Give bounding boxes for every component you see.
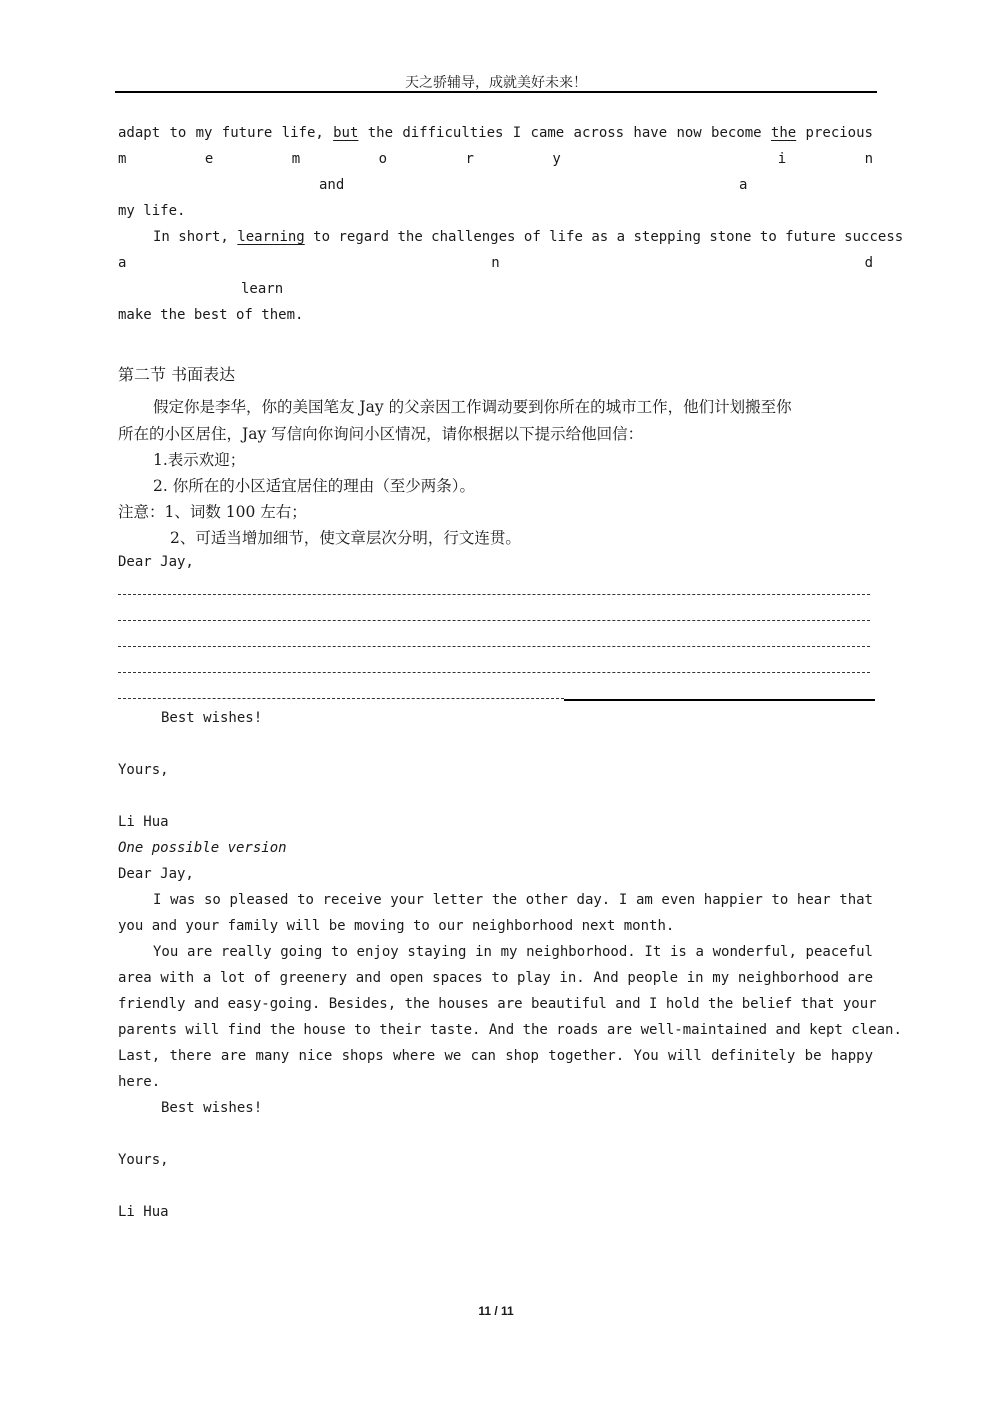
letter: d [864,255,873,271]
letter: r [465,151,474,167]
passage-text: In short, [153,229,229,245]
sample-line: I was so pleased to receive your letter the other day. I am even happier to hear that [153,892,873,908]
prompt-line-1: 假定你是李华，你的美国笔友 Jay 的父亲因工作调动要到你所在的城市工作，他们计划搬至你 [153,398,792,416]
sample-name: Li Hua [118,1204,169,1220]
passage-line-6 [118,255,873,271]
sample-label: One possible version [118,840,287,856]
answer-line [118,594,870,595]
passage-learn: learn [241,281,284,297]
section-title: 第二节 书面表达 [118,365,236,384]
header-rule [115,91,877,93]
template-closing: Best wishes! [161,710,263,726]
sample-signoff: Yours, [118,1152,169,1168]
answer-line [118,698,564,699]
tip-1: 1.表示欢迎； [153,451,246,469]
passage-line-2 [118,151,873,167]
answer-line [118,672,870,673]
page-number: 11 / 11 [478,1304,514,1318]
sample-line: friendly and easy-going. Besides, the houses are beautiful and I hold the belief that your [118,996,877,1012]
sample-line: Last, there are many nice shops where we can shop together. You will definitely be happy [118,1048,873,1064]
sample-line: parents will find the house to their taste. And the roads are well-maintained and kept clean. [118,1022,902,1038]
sample-line: here. [118,1074,161,1090]
passage-text: precious [805,125,873,141]
passage-line-5 [153,229,904,245]
sample-line: You are really going to enjoy staying in my neighborhood. It is a wonderful, peaceful [153,944,873,960]
tip-2: 2. 你所在的小区适宜居住的理由（至少两条）。 [153,477,475,495]
passage-text: adapt to my future life, [118,125,324,141]
note-2: 2、可适当增加细节，使文章层次分明，行文连贯。 [170,529,521,547]
template-greeting: Dear Jay, [118,554,194,570]
letter: n [864,151,873,167]
passage-text: to regard the challenges of life as a stepping stone to future success [313,229,904,245]
passage-text: the difficulties I came across have now become [367,125,762,141]
page-header: 天之骄辅导，成就美好未来！ [405,75,587,91]
prompt-line-2: 所在的小区居住，Jay 写信向你询问小区情况，请你根据以下提示给他回信： [118,425,644,443]
note-1: 注意：1、词数 100 左右； [118,503,307,521]
sample-line: area with a lot of greenery and open spaces to play in. And people in my neighborhood are [118,970,873,986]
letter: m [118,151,127,167]
letter: a [118,255,127,271]
sample-line: you and your family will be moving to our neighborhood next month. [118,918,675,934]
answer-learning: learning [237,229,305,245]
template-signoff: Yours, [118,762,169,778]
answer-but: but [333,125,359,141]
letter: i [777,151,787,167]
letter: e [204,151,214,167]
letter: o [378,151,388,167]
answer-line [118,646,870,647]
passage-line-8: make the best of them. [118,307,304,323]
passage-line-1 [118,125,873,141]
letter: n [491,255,500,271]
passage-a: a [739,177,748,193]
template-name: Li Hua [118,814,169,830]
passage-and: and [319,177,345,193]
letter: y [552,151,561,167]
sample-closing: Best wishes! [161,1100,263,1116]
answer-the: the [770,125,797,141]
answer-line-solid [564,699,875,701]
sample-greeting: Dear Jay, [118,866,194,882]
letter: m [291,151,301,167]
passage-line-4: my life. [118,203,186,219]
answer-line [118,620,870,621]
